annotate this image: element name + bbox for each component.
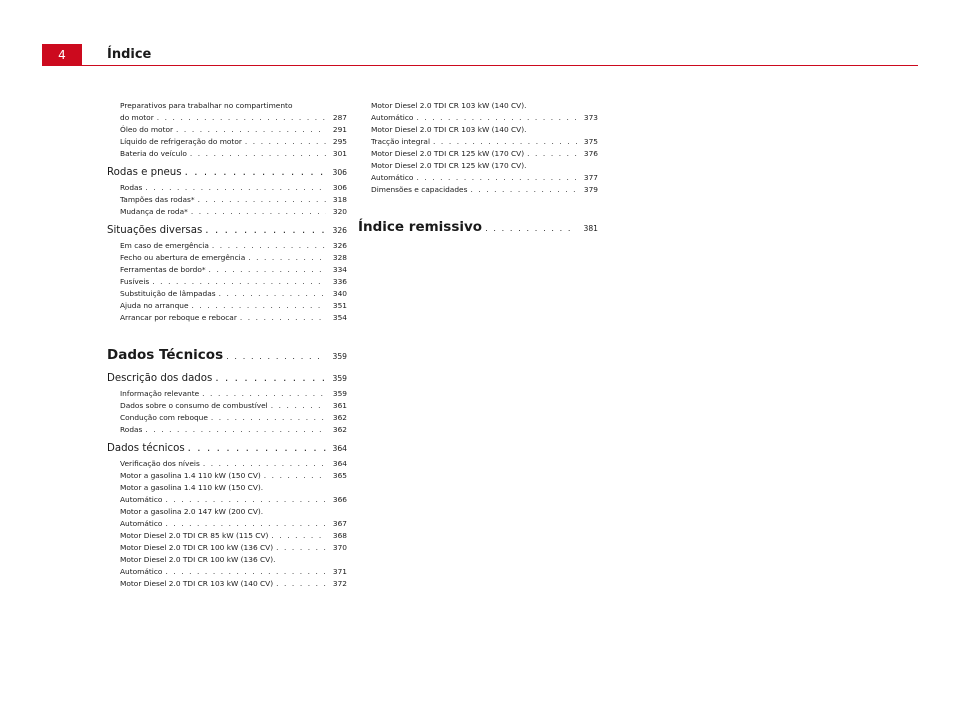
toc-entry-title-line: Motor Diesel 2.0 TDI CR 100 kW (136 CV). (120, 555, 276, 564)
toc-entry[interactable] (358, 124, 598, 148)
toc-entry[interactable] (107, 252, 347, 264)
toc-entry-title-line: Motor a gasolina 2.0 147 kW (200 CV). (120, 507, 264, 516)
toc-entry-row (120, 124, 347, 136)
toc-entry-page: 318 (332, 195, 347, 204)
toc-entry-title: Verificação dos níveis (120, 459, 200, 468)
toc-entry[interactable] (107, 400, 347, 412)
toc-entry-page: 362 (332, 425, 347, 434)
dot-leader (271, 400, 326, 412)
toc-entry-row (120, 182, 347, 194)
toc-entry-page: 359 (332, 389, 347, 398)
dot-leader (145, 182, 326, 194)
toc-entry-page: 326 (332, 241, 347, 250)
toc-entry[interactable] (107, 424, 347, 436)
toc-entry[interactable] (107, 136, 347, 148)
dot-leader (191, 206, 326, 218)
toc-entry[interactable] (107, 194, 347, 206)
toc-entry[interactable] (107, 182, 347, 194)
toc-entry-page: 376 (583, 149, 598, 158)
dot-leader (152, 276, 326, 288)
dot-leader (416, 172, 577, 184)
toc-entry[interactable] (107, 412, 347, 424)
dot-leader (203, 458, 326, 470)
toc-entry-page: 375 (583, 137, 598, 146)
toc-entry-page: 371 (332, 567, 347, 576)
toc-entry-row (120, 518, 347, 530)
dot-leader (188, 442, 326, 456)
dot-leader (248, 252, 326, 264)
dot-leader (165, 566, 326, 578)
toc-entry[interactable] (107, 300, 347, 312)
dot-leader (271, 530, 326, 542)
toc-entry-row (371, 112, 598, 124)
dot-leader (157, 112, 326, 124)
toc-entry-page: 381 (583, 224, 598, 233)
toc-entry-page: 351 (332, 301, 347, 310)
header-rule (82, 65, 918, 66)
dot-leader (165, 494, 326, 506)
toc-entry-title: Dimensões e capacidades (371, 185, 468, 194)
toc-entry[interactable] (107, 530, 347, 542)
page-number-badge: 4 (42, 44, 82, 66)
toc-entry-title: Automático (371, 113, 414, 122)
toc-entry-page: 368 (332, 531, 347, 540)
toc-entry-title: Automático (120, 495, 163, 504)
toc-entry-title: Rodas e pneus (107, 167, 182, 178)
page-header (0, 0, 960, 72)
dot-leader (433, 136, 577, 148)
toc-entry-row (120, 240, 347, 252)
toc-entry-page: 361 (332, 401, 347, 410)
toc-entry-page: 301 (332, 149, 347, 158)
toc-entry-title: Automático (371, 173, 414, 182)
toc-entry[interactable] (107, 542, 347, 554)
toc-entry-row (120, 566, 347, 578)
dot-leader (192, 300, 326, 312)
toc-entry[interactable] (358, 160, 598, 184)
toc-entry-row (371, 136, 598, 148)
toc-entry[interactable] (107, 240, 347, 252)
toc-entry-page: 370 (332, 543, 347, 552)
toc-entry-page: 295 (332, 137, 347, 146)
toc-entry-row (120, 276, 347, 288)
toc-entry-title: Motor Diesel 2.0 TDI CR 85 kW (115 CV) (120, 531, 269, 540)
toc-entry-title: Dados técnicos (107, 443, 185, 454)
toc-entry-row (371, 184, 598, 196)
toc-entry[interactable] (107, 470, 347, 482)
toc-entry-row (120, 578, 347, 590)
toc-entry[interactable] (358, 100, 598, 124)
toc-entry-row (120, 194, 347, 206)
toc-entry-title: Tracção integral (371, 137, 431, 146)
toc-entry[interactable] (107, 482, 347, 506)
toc-entry-page: 291 (332, 125, 347, 134)
toc-chapter[interactable] (358, 218, 598, 238)
toc-entry-row (107, 346, 347, 366)
dot-leader (276, 578, 326, 590)
toc-entry-page: 372 (332, 579, 347, 588)
toc-entry-page: 373 (583, 113, 598, 122)
toc-entry-title: Informação relevante (120, 389, 200, 398)
toc-entry-row (120, 494, 347, 506)
toc-entry-title-line: Motor Diesel 2.0 TDI CR 103 kW (140 CV). (371, 101, 527, 110)
toc-entry-row (120, 112, 347, 124)
toc-entry-title: Automático (120, 567, 163, 576)
dot-leader (165, 518, 326, 530)
toc-entry[interactable] (107, 578, 347, 590)
toc-entry-page: 336 (332, 277, 347, 286)
dot-leader (219, 288, 326, 300)
toc-entry-row (120, 412, 347, 424)
toc-entry-title: Substituição de lâmpadas (120, 289, 216, 298)
toc-entry-row (120, 136, 347, 148)
toc-entry-title: Situações diversas (107, 225, 203, 236)
toc-entry-row (358, 218, 598, 238)
dot-leader (485, 220, 577, 238)
toc-entry-row (120, 206, 347, 218)
toc-entry-title: Dados Técnicos (107, 347, 224, 363)
toc-entry-page: 364 (332, 459, 347, 468)
toc-entry-title: Rodas (120, 425, 143, 434)
dot-leader (527, 148, 577, 160)
toc-entry-title: Mudança de roda* (120, 207, 188, 216)
dot-leader (276, 542, 326, 554)
toc-entry-page: 334 (332, 265, 347, 274)
toc-section[interactable] (107, 224, 347, 238)
toc-column-left (107, 100, 347, 590)
toc-entry-title-line: Motor a gasolina 1.4 110 kW (150 CV). (120, 483, 264, 492)
toc-entry[interactable] (107, 506, 347, 530)
dot-leader (245, 136, 326, 148)
toc-entry-title: Tampões das rodas* (120, 195, 195, 204)
dot-leader (470, 184, 577, 196)
toc-entry-page: 377 (583, 173, 598, 182)
toc-entry-row (120, 312, 347, 324)
toc-entry-title: Condução com reboque (120, 413, 208, 422)
toc-entry[interactable] (107, 100, 347, 124)
toc-entry-title: Em caso de emergência (120, 241, 209, 250)
toc-entry-title: Índice remissivo (358, 219, 483, 235)
toc-column-right (358, 100, 598, 242)
toc-entry-row (120, 400, 347, 412)
toc-entry-row (120, 288, 347, 300)
toc-entry-title: do motor (120, 113, 154, 122)
toc-entry-row (371, 148, 598, 160)
dot-leader (215, 372, 326, 386)
toc-entry-row (107, 166, 347, 180)
toc-entry-row (120, 252, 347, 264)
toc-entry[interactable] (107, 288, 347, 300)
toc-entry-title: Líquido de refrigeração do motor (120, 137, 242, 146)
toc-entry-title-line: Motor Diesel 2.0 TDI CR 125 kW (170 CV). (371, 161, 527, 170)
toc-entry-row (120, 388, 347, 400)
toc-entry-page: 287 (332, 113, 347, 122)
toc-entry-row (120, 470, 347, 482)
toc-entry[interactable] (107, 124, 347, 136)
dot-leader (185, 166, 326, 180)
toc-entry-row (107, 442, 347, 456)
toc-section[interactable] (107, 166, 347, 180)
toc-entry-row (120, 530, 347, 542)
toc-entry-title: Dados sobre o consumo de combustível (120, 401, 268, 410)
toc-entry-title: Arrancar por reboque e rebocar (120, 313, 237, 322)
dot-leader (240, 312, 326, 324)
toc-entry-title: Fecho ou abertura de emergência (120, 253, 246, 262)
toc-entry-page: 326 (332, 226, 347, 235)
toc-entry-page: 379 (583, 185, 598, 194)
dot-leader (198, 194, 326, 206)
toc-entry-page: 365 (332, 471, 347, 480)
toc-entry[interactable] (358, 184, 598, 196)
toc-section[interactable] (107, 372, 347, 386)
toc-entry-row (107, 372, 347, 386)
toc-entry-title: Motor Diesel 2.0 TDI CR 100 kW (136 CV) (120, 543, 274, 552)
toc-entry-title: Bateria do veículo (120, 149, 187, 158)
toc-entry-title: Motor a gasolina 1.4 110 kW (150 CV) (120, 471, 261, 480)
toc-entry[interactable] (107, 206, 347, 218)
dot-leader (202, 388, 326, 400)
toc-entry[interactable] (107, 312, 347, 324)
toc-entry-title: Rodas (120, 183, 143, 192)
dot-leader (226, 348, 326, 366)
toc-entry-row (120, 148, 347, 160)
toc-entry-title: Ferramentas de bordo* (120, 265, 206, 274)
toc-entry-page: 340 (332, 289, 347, 298)
toc-entry[interactable] (107, 148, 347, 160)
toc-entry-page: 306 (332, 168, 347, 177)
toc-entry-title: Fusíveis (120, 277, 150, 286)
toc-entry-row (107, 224, 347, 238)
toc-entry-title: Motor Diesel 2.0 TDI CR 125 kW (170 CV) (371, 149, 525, 158)
toc-entry-page: 359 (332, 352, 347, 361)
toc-entry[interactable] (107, 388, 347, 400)
dot-leader (209, 264, 326, 276)
toc-entry-row (120, 458, 347, 470)
toc-entry-page: 367 (332, 519, 347, 528)
toc-entry-page: 362 (332, 413, 347, 422)
dot-leader (211, 412, 326, 424)
dot-leader (145, 424, 326, 436)
dot-leader (264, 470, 326, 482)
toc-entry-page: 359 (332, 374, 347, 383)
toc-entry-title: Descrição dos dados (107, 373, 213, 384)
dot-leader (212, 240, 326, 252)
toc-entry-row (120, 424, 347, 436)
page-title: Índice (107, 47, 152, 62)
toc-chapter[interactable] (107, 346, 347, 366)
toc-entry-title-line: Preparativos para trabalhar no compartimento (120, 101, 293, 110)
toc-entry-title-line: Motor Diesel 2.0 TDI CR 103 kW (140 CV). (371, 125, 527, 134)
toc-entry-row (371, 172, 598, 184)
toc-entry-page: 320 (332, 207, 347, 216)
toc-entry-title: Motor Diesel 2.0 TDI CR 103 kW (140 CV) (120, 579, 274, 588)
toc-entry-page: 306 (332, 183, 347, 192)
dot-leader (205, 224, 326, 238)
toc-entry-page: 354 (332, 313, 347, 322)
toc-entry-title: Ajuda no arranque (120, 301, 189, 310)
toc-entry[interactable] (358, 148, 598, 160)
toc-section[interactable] (107, 442, 347, 456)
dot-leader (416, 112, 577, 124)
toc-entry[interactable] (107, 458, 347, 470)
dot-leader (190, 148, 326, 160)
dot-leader (176, 124, 326, 136)
toc-entry[interactable] (107, 264, 347, 276)
toc-entry-row (120, 542, 347, 554)
toc-entry-page: 328 (332, 253, 347, 262)
toc-entry-title: Óleo do motor (120, 125, 174, 134)
toc-entry[interactable] (107, 554, 347, 578)
toc-entry-page: 364 (332, 444, 347, 453)
toc-entry-page: 366 (332, 495, 347, 504)
toc-entry-title: Automático (120, 519, 163, 528)
toc-entry-row (120, 264, 347, 276)
toc-entry-row (120, 300, 347, 312)
toc-entry[interactable] (107, 276, 347, 288)
